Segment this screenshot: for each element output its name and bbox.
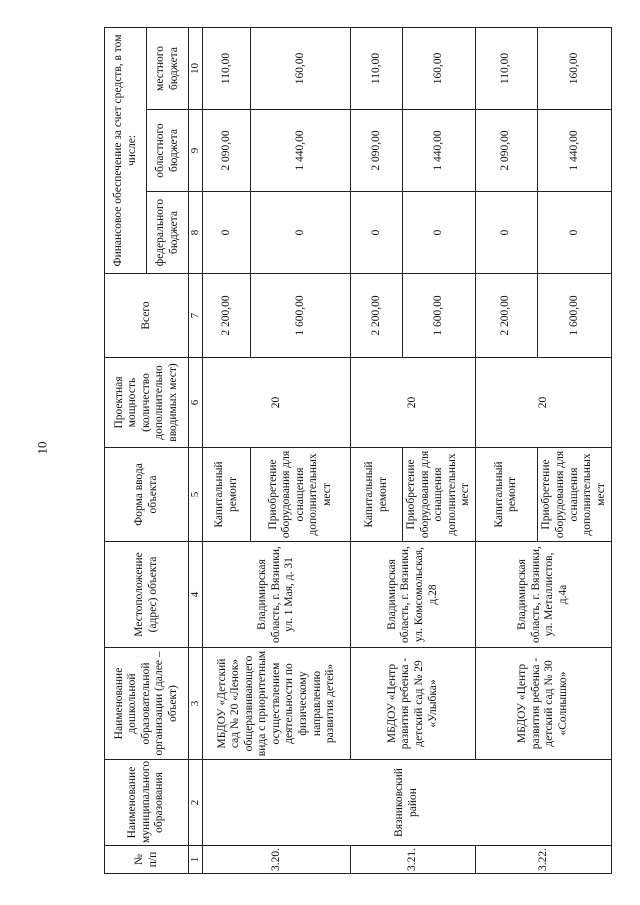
org-name: МБДОУ «Детский сад № 20 «Ленок» общеразвивающего вида с приоритетным осуществлением деятельности по физическому направлению развития детей» (202, 648, 350, 760)
entry-local: 160,00 (403, 27, 475, 109)
org-name: МБДОУ «Центр развития ребенка - детский сад № 30 «Солнышко» (475, 648, 611, 760)
header-total: Всего (105, 274, 189, 358)
municipality-cell: Вязниковский район (202, 760, 611, 846)
rotated-table-wrapper (104, 28, 612, 874)
entry-local: 160,00 (537, 27, 611, 109)
entry-regional: 2 090,00 (351, 110, 403, 192)
col-number: 5 (189, 448, 203, 542)
location: Владимирская область, г. Вязники, ул. Комсомольская, д.28 (351, 542, 475, 648)
capacity: 20 (351, 358, 475, 448)
header-org: Наименование дошкольной образовательной организации (далее – объект) (105, 648, 189, 760)
row-num: 3.21. (351, 846, 475, 874)
entry-federal: 0 (475, 192, 537, 274)
entry-regional: 1 440,00 (403, 110, 475, 192)
entry-total: 2 200,00 (475, 274, 537, 358)
table-row (351, 27, 403, 873)
header-local: местного бюджета (147, 27, 189, 109)
entry-regional: 2 090,00 (202, 110, 250, 192)
table-row (202, 27, 250, 873)
header-num: № п/п (105, 846, 189, 874)
entry-local: 110,00 (351, 27, 403, 109)
entry-total: 2 200,00 (351, 274, 403, 358)
header-regional: областного бюджета (147, 110, 189, 192)
page-number: 10 (34, 441, 50, 455)
entry-total: 1 600,00 (251, 274, 351, 358)
entry-total: 2 200,00 (202, 274, 250, 358)
entry-local: 110,00 (202, 27, 250, 109)
org-name: МБДОУ «Центр развития ребенка - детский сад № 29 «Улыбка» (351, 648, 475, 760)
document-page (104, 28, 612, 874)
col-number: 2 (189, 760, 203, 846)
capacity: 20 (202, 358, 350, 448)
row-num: 3.22. (475, 846, 611, 874)
header-form: Форма ввода объекта (105, 448, 189, 542)
entry-regional: 1 440,00 (251, 110, 351, 192)
entry-federal: 0 (202, 192, 250, 274)
entry-form: Капитальный ремонт (475, 448, 537, 542)
location: Владимирская область, г. Вязники, ул. 1 Мая, д. 31 (202, 542, 350, 648)
header-location: Местоположение (адрес) объекта (105, 542, 189, 648)
col-number: 8 (189, 192, 203, 274)
capacity: 20 (475, 358, 611, 448)
entry-regional: 2 090,00 (475, 110, 537, 192)
col-number: 1 (189, 846, 203, 874)
col-number: 3 (189, 648, 203, 760)
entry-federal: 0 (537, 192, 611, 274)
entry-regional: 1 440,00 (537, 110, 611, 192)
col-number: 10 (189, 27, 203, 109)
table-row (475, 27, 537, 873)
entry-local: 160,00 (251, 27, 351, 109)
header-federal: федерального бюджета (147, 192, 189, 274)
col-number: 4 (189, 542, 203, 648)
col-number: 9 (189, 110, 203, 192)
header-funding-group: Финансовое обеспечение за счет средств, в том числе: (105, 27, 147, 273)
entry-federal: 0 (251, 192, 351, 274)
entry-total: 1 600,00 (403, 274, 475, 358)
entry-federal: 0 (403, 192, 475, 274)
header-municipality: Наименование муниципального образования (105, 760, 189, 846)
entry-federal: 0 (351, 192, 403, 274)
funding-table (104, 27, 612, 874)
entry-form: Капитальный ремонт (351, 448, 403, 542)
entry-form: Приобретение оборудования для оснащения дополнительных мест (251, 448, 351, 542)
location: Владимирская область, г. Вязники, ул. Металлистов, д.4а (475, 542, 611, 648)
entry-total: 1 600,00 (537, 274, 611, 358)
row-num: 3.20. (202, 846, 350, 874)
entry-form: Приобретение оборудования для оснащения дополнительных мест (537, 448, 611, 542)
entry-local: 110,00 (475, 27, 537, 109)
col-number: 7 (189, 274, 203, 358)
entry-form: Капитальный ремонт (202, 448, 250, 542)
col-number: 6 (189, 358, 203, 448)
header-capacity: Проектная мощность (количество дополнительно вводимых мест) (105, 358, 189, 448)
entry-form: Приобретение оборудования для оснащения дополнительных мест (403, 448, 475, 542)
